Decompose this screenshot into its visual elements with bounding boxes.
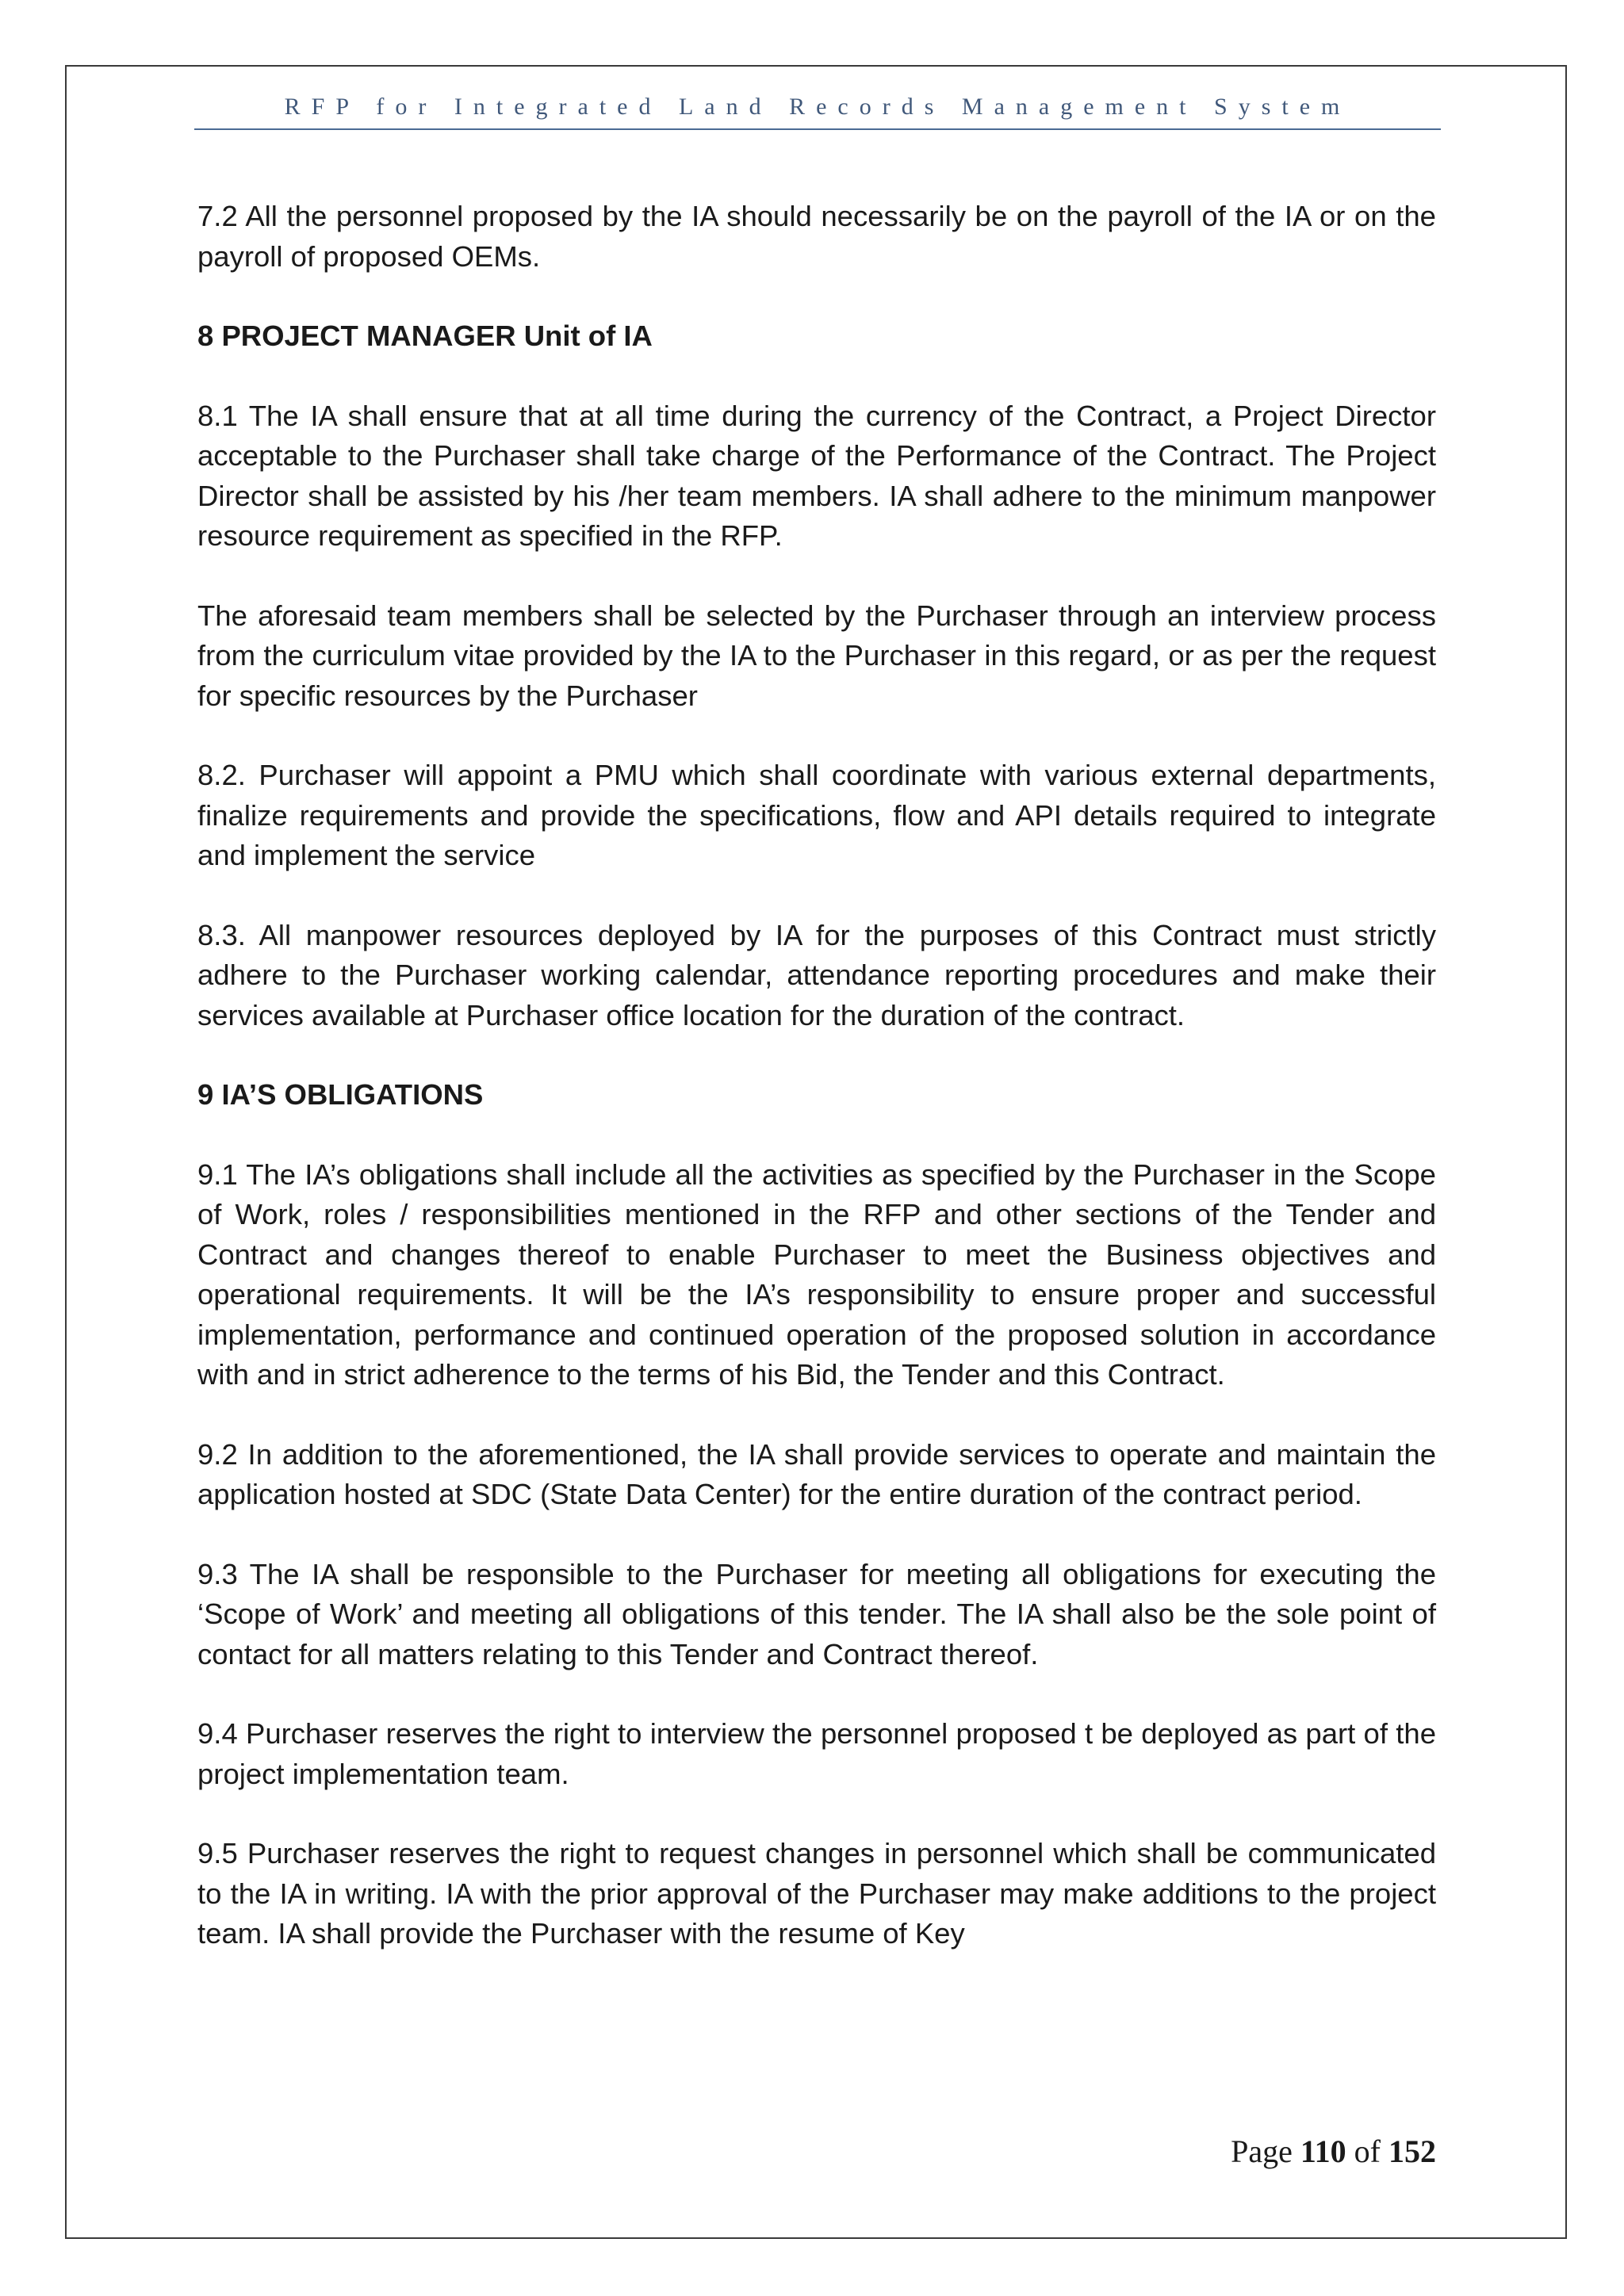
page-total: 152	[1388, 2133, 1436, 2169]
paragraph-9-4: 9.4 Purchaser reserves the right to interview the personnel proposed t be deployed as part of the project implementation team.	[197, 1717, 1436, 1790]
paragraph-9-5: 9.5 Purchaser reserves the right to request changes in personnel which shall be communicated to the IA in writing. IA with the prior approval of the Purchaser may make additions to the project team. IA shall provide the Purchaser with the resume of Key	[197, 1837, 1436, 1950]
paragraph-9-3: 9.3 The IA shall be responsible to the Purchaser for meeting all obligations for executing the ‘Scope of Work’ and meeting all obligations of this tender. The IA shall also be the sole point of contact for all matters relating to this Tender and Contract thereof.	[197, 1557, 1436, 1670]
paragraph-9-1: 9.1 The IA’s obligations shall include all the activities as specified by the Purchaser in the Scope of Work, roles / responsibilities mentioned in the RFP and other sections of the Tender and Contract and changes thereof to enable Purchaser to meet the Business objectives and operational requirements. It will be the IA’s responsibility to ensure proper and successful implementation, performance and continued operation of the proposed solution in accordance with and in strict adherence to the terms of his Bid, the Tender and this Contract.	[197, 1158, 1436, 1391]
paragraph-9-2: 9.2 In addition to the aforementioned, the IA shall provide services to operate and maintain the application hosted at SDC (State Data Center) for the entire duration of the contract period.	[197, 1437, 1436, 1510]
paragraph-8-2: 8.2. Purchaser will appoint a PMU which shall coordinate with various external departments, finalize requirements and provide the specifications, flow and API details required to integrate and implement the service	[197, 759, 1436, 871]
paragraph-8-3: 8.3. All manpower resources deployed by IA for the purposes of this Contract must strictly adhere to the Purchaser working calendar, attendance reporting procedures and make their services available at Purchaser office location for the duration of the contract.	[197, 918, 1436, 1031]
page-footer	[1231, 2133, 1436, 2170]
page-number: 110	[1300, 2133, 1346, 2169]
page-word: Page	[1231, 2133, 1293, 2169]
paragraph-7-2: 7.2 All the personnel proposed by the IA should necessarily be on the payroll of the IA or on the payroll of proposed OEMs.	[197, 200, 1436, 273]
running-header: RFP for Integrated Land Records Management System	[284, 94, 1351, 120]
section-heading-9: 9 IA’S OBLIGATIONS	[197, 1078, 484, 1111]
header-rule	[194, 128, 1441, 130]
of-word: of	[1354, 2133, 1381, 2169]
paragraph-8-1-team: The aforesaid team members shall be selected by the Purchaser through an interview process from the curriculum vitae provided by the IA to the Purchaser in this regard, or as per the request for specific resources by the Purchaser	[197, 599, 1436, 712]
document-body	[197, 197, 1436, 1954]
paragraph-8-1: 8.1 The IA shall ensure that at all time during the currency of the Contract, a Project Director acceptable to the Purchaser shall take charge of the Performance of the Contract. The Project Director shall be assisted by his /her team members. IA shall adhere to the minimum manpower resource requirement as specified in the RFP.	[197, 399, 1436, 552]
section-heading-8: 8 PROJECT MANAGER Unit of IA	[197, 320, 653, 352]
